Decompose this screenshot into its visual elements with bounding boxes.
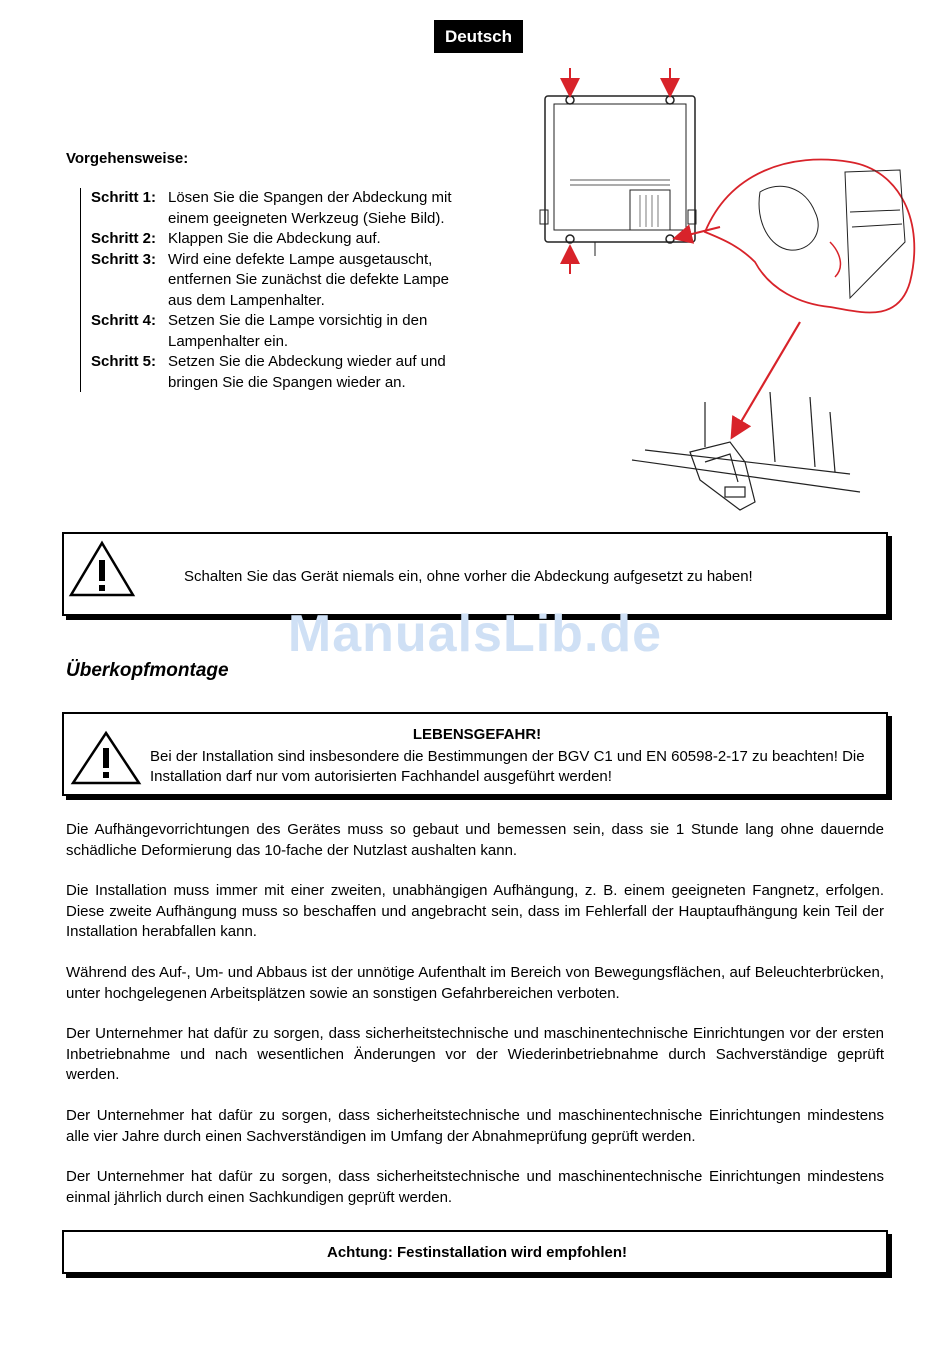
step-label: Schritt 1: [91,189,157,206]
warning-text: Bei der Installation sind insbesondere die Bestimmungen der BGV C1 und EN 60598-2-17 zu beachten! Die Installation darf nur vom autorisierten Fachhandel ausgeführt werden! [150,748,865,785]
lamp-cover-illustration [530,62,920,522]
step-line: Setzen Sie die Abdeckung wieder auf und [168,353,446,370]
step-line: aus dem Lampenhalter. [168,291,325,309]
step-label: Schritt 3: [91,250,157,268]
step-text [168,188,520,229]
detail-drawing [759,170,905,298]
language-badge: Deutsch [434,20,523,53]
watermark: ManualsLib.de [287,605,663,663]
step-text [168,229,520,250]
detail-bubble [705,160,914,313]
paragraph: Der Unternehmer hat dafür zu sorgen, dass sicherheitstechnische und maschinentechnische Einrichtungen vor der ersten Inbetriebnahme und nach wesentlichen Änderungen vor der Wiederinbetriebnahme durch Sachverständige geprüft werden. [66,1025,884,1083]
paragraph: Während des Auf-, Um- und Abbaus ist der unnötige Aufenthalt im Bereich von Bewegungsflächen, auf Beleuchterbrücken, unter hochgelegenen Arbeitsplätzen sowie an sonstigen Gefahrbereichen verboten. [66,964,884,1002]
step-line: einem geeigneten Werkzeug (Siehe Bild). [168,209,445,227]
step-line: Lampenhalter ein. [168,332,289,350]
step-3 [91,250,520,312]
clip-detail-drawing [632,392,860,510]
step-label: Schritt 5: [91,353,157,370]
step-text [168,352,520,393]
detail-arrow [735,322,800,432]
paragraph: Die Aufhängevorrichtungen des Gerätes muss so gebaut und bemessen sein, dass sie 1 Stunde lang ohne dauernde schädliche Deformierung das 10-fache der Nutzlast aushalten kann. [66,821,884,859]
paragraph: Der Unternehmer hat dafür zu sorgen, dass sicherheitstechnische und maschinentechnische Einrichtungen mindestens alle vier Jahre durch einen Sachverständigen im Umfang der Abnahmeprüfung geprüft werden. [66,1107,884,1145]
notice-box [62,1230,888,1274]
procedure-steps [80,188,520,392]
step-2 [91,229,520,250]
procedure-heading: Vorgehensweise: [66,150,189,167]
step-line: Setzen Sie die Lampe vorsichtig in den [168,312,428,329]
warning-box-danger [62,712,888,796]
step-line: entfernen Sie zunächst die defekte Lampe [168,271,450,288]
warning-triangle-icon [68,540,136,598]
step-1 [91,188,520,229]
step-line: bringen Sie die Spangen wieder an. [168,373,406,391]
notice-text: Achtung: Festinstallation wird empfohlen! [327,1244,627,1261]
step-text [168,250,520,312]
paragraph: Die Installation muss immer mit einer zweiten, unabhängigen Aufhängung, z. B. einem geeigneten Fangnetz, erfolgen. Diese zweite Aufhängung muss so beschaffen und angebracht sein, dass im Fehlerfall der Hauptaufhängung kein Teil der Installation herabfallen kann. [66,882,884,940]
step-line: Klappen Sie die Abdeckung auf. [168,230,381,247]
section-title: Überkopfmontage [66,660,229,681]
step-label: Schritt 4: [91,312,157,329]
paragraph: Der Unternehmer hat dafür zu sorgen, dass sicherheitstechnische und maschinentechnische Einrichtungen mindestens einmal jährlich durch einen Sachkundigen geprüft werden. [66,1168,884,1206]
warning-text: Schalten Sie das Gerät niemals ein, ohne vorher die Abdeckung aufgesetzt zu haben! [184,568,753,585]
device-panel [540,96,696,256]
clip-arrows [570,68,720,274]
step-line: Wird eine defekte Lampe ausgetauscht, [168,250,433,268]
step-text [168,311,520,352]
step-line: Lösen Sie die Spangen der Abdeckung mit [168,189,452,206]
step-label: Schritt 2: [91,230,157,247]
step-5 [91,352,520,393]
step-4 [91,311,520,352]
warning-title: LEBENSGEFAHR! [412,726,542,743]
